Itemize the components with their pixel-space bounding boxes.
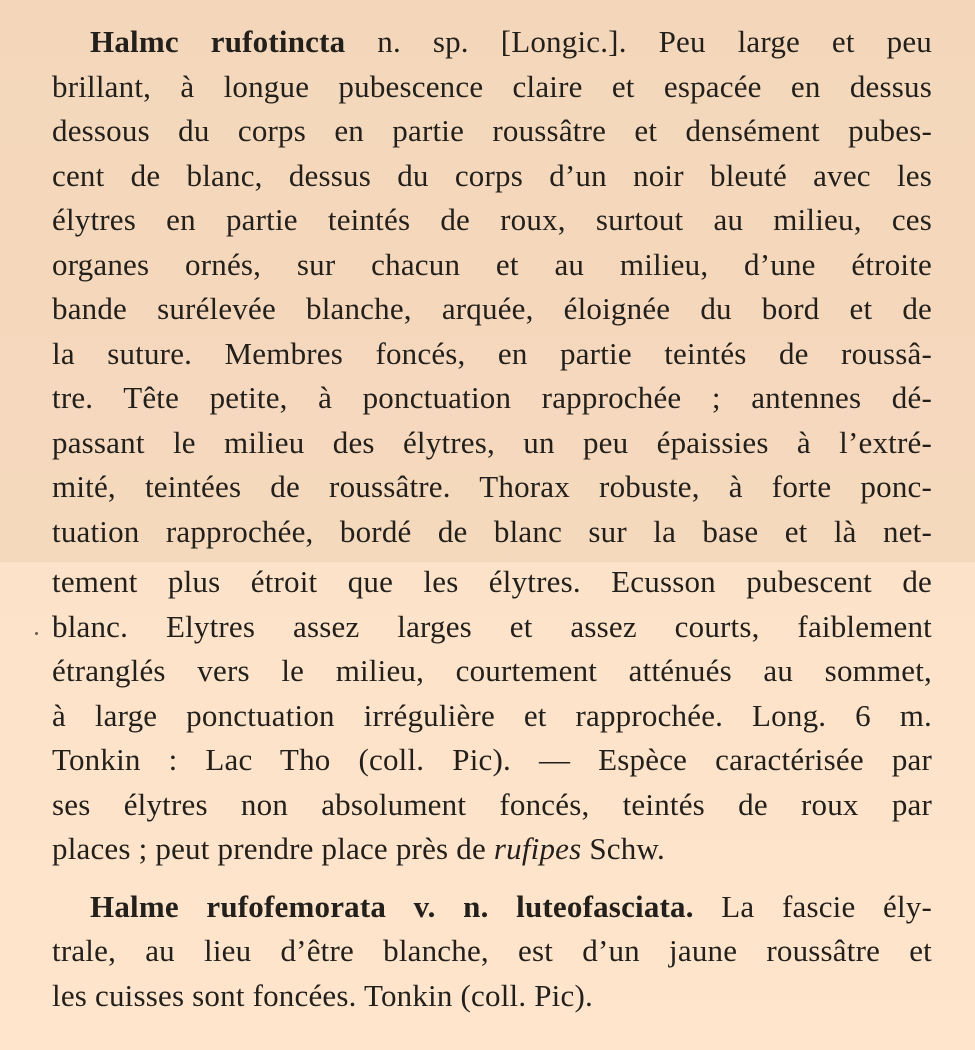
text-line [52, 154, 932, 198]
text-line [52, 974, 932, 1018]
italic-taxon: rufipes [493, 831, 582, 866]
text-line [52, 332, 932, 376]
text-run: cent de blanc, dessus du corps d’un noir bleuté avec les [52, 158, 932, 193]
text-run: n. sp. [Longic.]. Peu large et peu [345, 24, 932, 59]
text-line [52, 783, 932, 827]
text-line [52, 465, 932, 509]
text-run: à large ponctuation irrégulière et rapprochée. Long. 6 m. [52, 698, 932, 733]
text-line [52, 560, 932, 604]
text-run: tuation rapprochée, bordé de blanc sur la base et là net- [52, 514, 932, 549]
text-run: brillant, à longue pubescence claire et espacée en dessus [52, 69, 932, 104]
text-line [52, 376, 932, 420]
text-line [52, 694, 932, 738]
text-run: places ; peut prendre place près de [52, 831, 494, 866]
text-run: les cuisses sont foncées. Tonkin (coll. Pic). [52, 978, 593, 1013]
text-line [52, 827, 932, 871]
ink-speck [35, 632, 38, 635]
text-line [52, 287, 932, 331]
text-run: trale, au lieu d’être blanche, est d’un jaune roussâtre et [52, 933, 932, 968]
text-run: La fascie ély- [693, 889, 933, 924]
text-line [52, 510, 932, 554]
text-line [52, 243, 932, 287]
text-run: blanc. Elytres assez larges et assez courts, faiblement [52, 609, 932, 644]
text-run: mité, teintées de roussâtre. Thorax robuste, à forte ponc- [52, 469, 932, 504]
text-line [52, 65, 932, 109]
text-run: élytres en partie teintés de roux, surtout au milieu, ces [52, 202, 932, 237]
text-run: tre. Tête petite, à ponctuation rapprochée ; antennes dé- [52, 380, 932, 415]
text-run: Tonkin : Lac Tho (coll. Pic). — Espèce caractérisée par [52, 742, 932, 777]
text-line [52, 198, 932, 242]
text-run: Schw. [581, 831, 665, 866]
text-run: bande surélevée blanche, arquée, éloignée du bord et de [52, 291, 932, 326]
text-run: passant le milieu des élytres, un peu épaissies à l’extré- [52, 425, 932, 460]
text-run: tement plus étroit que les élytres. Ecusson pubescent de [52, 564, 932, 599]
text-line [52, 20, 932, 64]
text-line [52, 885, 932, 929]
text-run: organes ornés, sur chacun et au milieu, d’une étroite [52, 247, 932, 282]
text-run: dessous du corps en partie roussâtre et densément pubes- [52, 113, 932, 148]
text-line [52, 421, 932, 465]
text-run: ses élytres non absolument foncés, teintés de roux par [52, 787, 932, 822]
text-line [52, 738, 932, 782]
text-run: étranglés vers le milieu, courtement atténués au sommet, [52, 653, 932, 688]
taxon-name: Halme rufofemorata v. n. luteofasciata. [90, 889, 694, 924]
text-line [52, 929, 932, 973]
text-line [52, 109, 932, 153]
text-line [52, 605, 932, 649]
text-line [52, 649, 932, 693]
text-run: la suture. Membres foncés, en partie teintés de roussâ- [52, 336, 932, 371]
taxon-name: Halmc rufotincta [90, 24, 346, 59]
